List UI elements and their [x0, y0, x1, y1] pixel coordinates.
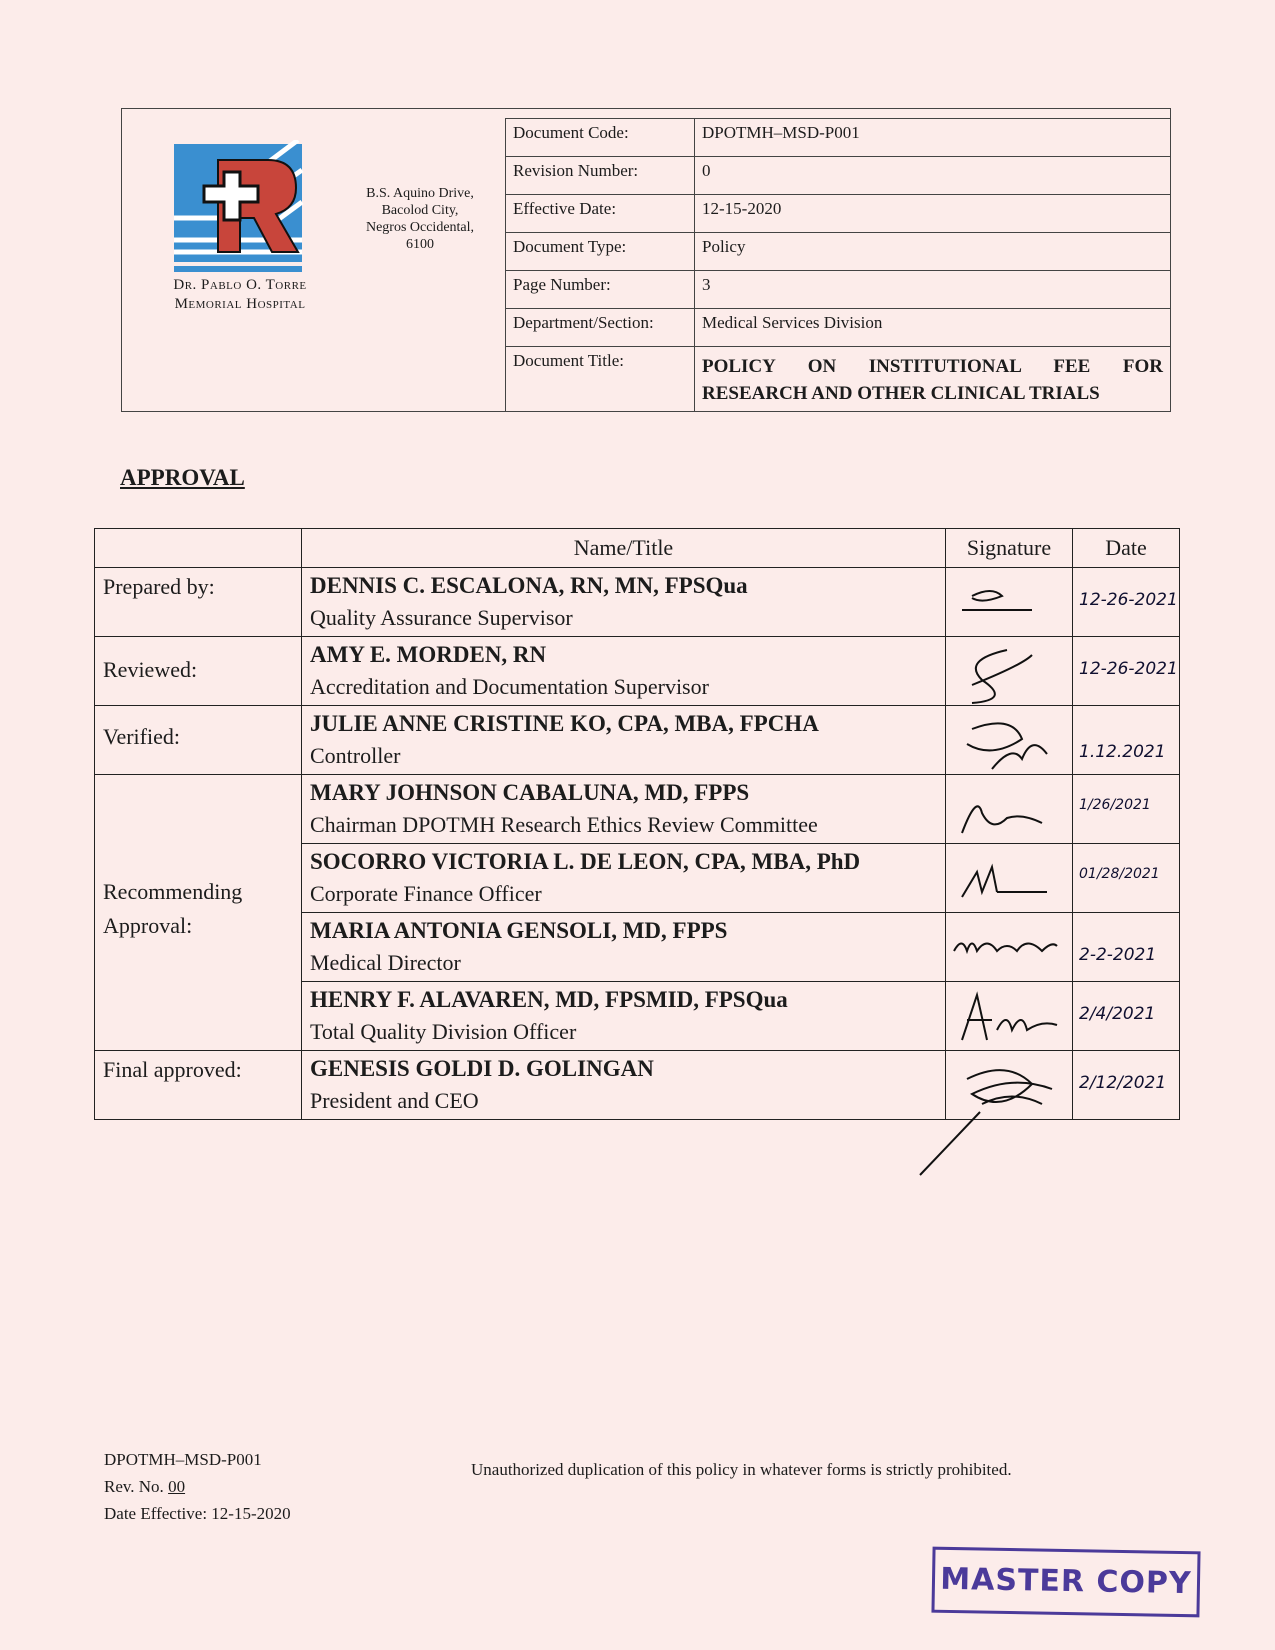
- approval-table: [94, 528, 1180, 1120]
- meta-row-revision: [506, 157, 1171, 195]
- meta-row-title: [506, 347, 1171, 412]
- meta-key: Revision Number:: [506, 157, 695, 195]
- handwritten-signature: [952, 852, 1052, 912]
- role-label: Final approved:: [95, 1051, 302, 1120]
- date-cell: [1073, 775, 1180, 844]
- approval-row-final: [95, 1051, 1180, 1120]
- signatory-title: President and CEO: [310, 1088, 479, 1113]
- hospital-name-line-1: Dr. Pablo O. Torre: [173, 277, 307, 293]
- role-label-line-1: Recommending: [103, 879, 243, 904]
- document-title: [695, 347, 1171, 412]
- signatory-name: JULIE ANNE CRISTINE KO, CPA, MBA, FPCHA: [310, 711, 819, 736]
- signatory: [302, 568, 946, 637]
- meta-key: Document Code:: [506, 119, 695, 157]
- signed-date: 2/4/2021: [1079, 1004, 1156, 1024]
- signatory-title: Medical Director: [310, 950, 461, 975]
- signature-column-header: Signature: [946, 529, 1073, 568]
- signature-cell: [946, 637, 1073, 706]
- signed-date: 12-26-2021: [1079, 590, 1178, 610]
- footer-document-info: [104, 1446, 291, 1527]
- date-cell: [1073, 913, 1180, 982]
- signed-date: 2/12/2021: [1079, 1073, 1167, 1093]
- role-label: Verified:: [95, 706, 302, 775]
- meta-value: Policy: [695, 233, 1171, 271]
- meta-row-effective: [506, 195, 1171, 233]
- meta-value: 12-15-2020: [695, 195, 1171, 233]
- meta-key: Document Type:: [506, 233, 695, 271]
- approval-heading: APPROVAL: [120, 465, 245, 490]
- document-title-line-1: POLICY ON INSTITUTIONAL FEE FOR: [702, 356, 1163, 377]
- signatory-name: MARY JOHNSON CABALUNA, MD, FPPS: [310, 780, 750, 805]
- hospital-address: B.S. Aquino Drive, Bacolod City, Negros Occidental, 6100: [365, 186, 475, 252]
- signed-date: 01/28/2021: [1079, 866, 1160, 882]
- signatory-name: GENESIS GOLDI D. GOLINGAN: [310, 1056, 654, 1081]
- signatory: [302, 637, 946, 706]
- signature-cell: [946, 568, 1073, 637]
- signatory-title: Corporate Finance Officer: [310, 881, 542, 906]
- hospital-logo: [168, 140, 313, 280]
- signed-date: 12-26-2021: [1079, 659, 1178, 679]
- meta-row-page: [506, 271, 1171, 309]
- handwritten-signature: [952, 990, 1062, 1050]
- signatory-name: AMY E. MORDEN, RN: [310, 642, 547, 667]
- approval-header-row: [95, 529, 1180, 568]
- meta-value: Medical Services Division: [695, 309, 1171, 347]
- signatory-title: Accreditation and Documentation Supervisor: [310, 674, 709, 699]
- hospital-name-line-2: Memorial Hospital: [174, 296, 306, 312]
- signatory: [302, 775, 946, 844]
- signatory-title: Controller: [310, 743, 401, 768]
- signature-cell: [946, 844, 1073, 913]
- date-cell: [1073, 706, 1180, 775]
- footer-effective-date: Date Effective: 12-15-2020: [104, 1504, 291, 1523]
- signed-date: 1/26/2021: [1079, 797, 1151, 813]
- document-meta-table: [505, 118, 1171, 412]
- approval-row-verified: [95, 706, 1180, 775]
- signature-cell: [946, 706, 1073, 775]
- meta-key: Page Number:: [506, 271, 695, 309]
- signatory-name: HENRY F. ALAVAREN, MD, FPSMID, FPSQua: [310, 987, 788, 1012]
- hospital-name: [125, 276, 355, 314]
- meta-row-code: [506, 119, 1171, 157]
- footer-revision-label: Rev. No.: [104, 1477, 169, 1496]
- role-column-header: [95, 529, 302, 568]
- master-copy-stamp: MASTER COPY: [931, 1547, 1200, 1618]
- meta-row-type: [506, 233, 1171, 271]
- signature-cell: [946, 913, 1073, 982]
- footer-revision-value: 00: [168, 1477, 186, 1496]
- date-cell: [1073, 1051, 1180, 1120]
- handwritten-signature: [952, 921, 1062, 981]
- signature-cell: [946, 775, 1073, 844]
- date-cell: [1073, 844, 1180, 913]
- meta-key: Effective Date:: [506, 195, 695, 233]
- meta-key: Department/Section:: [506, 309, 695, 347]
- role-label-recommending: [95, 775, 302, 1051]
- signed-date: 1.12.2021: [1079, 742, 1166, 762]
- approval-row-recommending-1: [95, 775, 1180, 844]
- footer-duplication-notice: Unauthorized duplication of this policy in whatever forms is strictly prohibited.: [471, 1460, 1012, 1479]
- signatory-name: DENNIS C. ESCALONA, RN, MN, FPSQua: [310, 573, 748, 598]
- signatory: [302, 844, 946, 913]
- date-cell: [1073, 982, 1180, 1051]
- handwritten-signature: [952, 576, 1042, 626]
- meta-value: 0: [695, 157, 1171, 195]
- document-title-line-2: RESEARCH AND OTHER CLINICAL TRIALS: [702, 383, 1100, 404]
- signatory-title: Quality Assurance Supervisor: [310, 605, 573, 630]
- handwritten-signature: [952, 645, 1042, 705]
- name-column-header: Name/Title: [302, 529, 946, 568]
- signatory-name: MARIA ANTONIA GENSOLI, MD, FPPS: [310, 918, 728, 943]
- meta-value: DPOTMH–MSD-P001: [695, 119, 1171, 157]
- signatory: [302, 706, 946, 775]
- footer-document-code: DPOTMH–MSD-P001: [104, 1450, 262, 1469]
- role-label: Reviewed:: [95, 637, 302, 706]
- signed-date: 2-2-2021: [1079, 945, 1157, 965]
- approval-row-prepared: [95, 568, 1180, 637]
- approval-row-reviewed: [95, 637, 1180, 706]
- footer-revision: [104, 1473, 291, 1500]
- signature-stroke: [910, 1110, 990, 1180]
- meta-value: 3: [695, 271, 1171, 309]
- handwritten-signature: [952, 783, 1052, 843]
- meta-key: Document Title:: [506, 347, 695, 412]
- date-cell: [1073, 568, 1180, 637]
- signatory-title: Total Quality Division Officer: [310, 1019, 577, 1044]
- signature-cell: [946, 982, 1073, 1051]
- signatory: [302, 982, 946, 1051]
- signatory-name: SOCORRO VICTORIA L. DE LEON, CPA, MBA, PhD: [310, 849, 861, 874]
- signatory: [302, 1051, 946, 1120]
- date-column-header: Date: [1073, 529, 1180, 568]
- role-label: Prepared by:: [95, 568, 302, 637]
- role-label-line-2: Approval:: [103, 913, 193, 938]
- handwritten-signature: [952, 714, 1052, 774]
- meta-row-department: [506, 309, 1171, 347]
- date-cell: [1073, 637, 1180, 706]
- signatory-title: Chairman DPOTMH Research Ethics Review Committee: [310, 812, 818, 837]
- signatory: [302, 913, 946, 982]
